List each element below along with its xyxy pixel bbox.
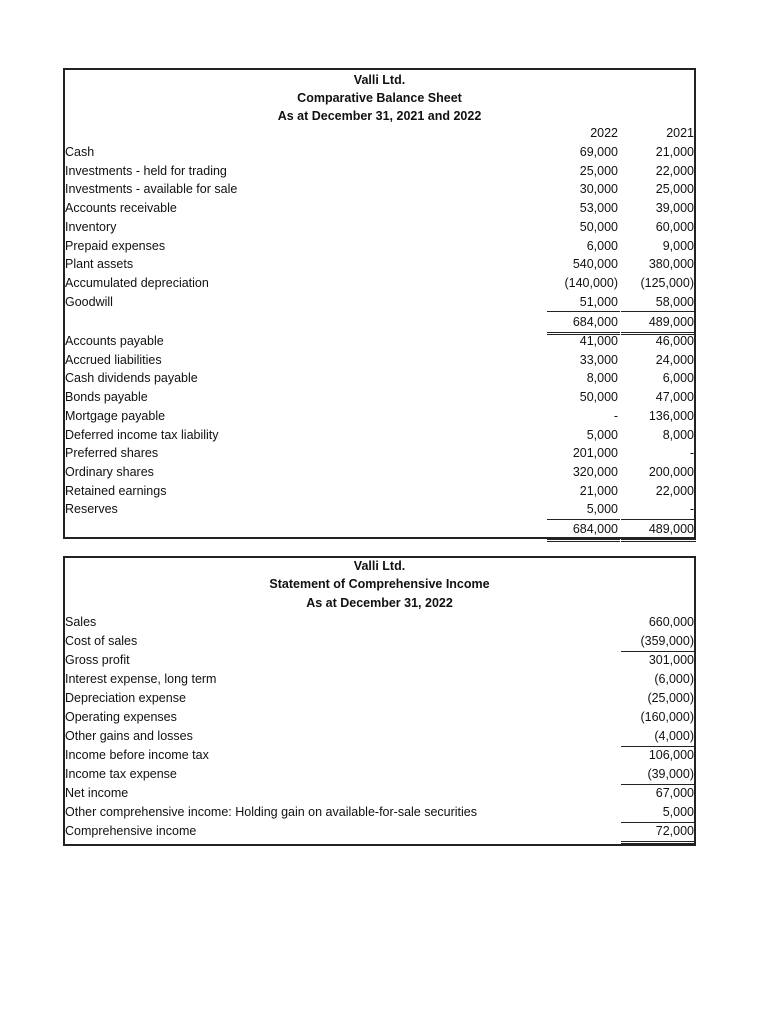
value-2022: 33,000	[579, 352, 618, 367]
value-2022: 5,000	[586, 427, 618, 442]
company-name: Valli Ltd.	[353, 73, 406, 87]
row-label: Depreciation expense	[65, 691, 186, 705]
table-row	[65, 407, 696, 426]
value-2021: 24,000	[655, 352, 694, 367]
row-label: Sales	[65, 615, 97, 629]
table-row	[65, 426, 696, 445]
row-label: Accrued liabilities	[65, 352, 162, 367]
table-row	[65, 463, 696, 482]
row-label: Retained earnings	[65, 483, 167, 498]
value-2021: 22,000	[655, 163, 694, 178]
header-2021: 2021	[666, 126, 694, 140]
balance-sheet	[63, 68, 696, 539]
value-2022: 320,000	[572, 464, 618, 479]
row-label: Cost of sales	[65, 634, 138, 648]
table-row	[65, 162, 696, 181]
value-2022: 51,000	[547, 293, 620, 313]
row-label: Accounts receivable	[65, 201, 177, 216]
row-value: 660,000	[648, 615, 694, 629]
value-2021: 380,000	[648, 257, 694, 272]
table-row	[65, 293, 696, 312]
value-2022: 25,000	[579, 163, 618, 178]
table-row	[65, 613, 696, 632]
table-row	[65, 651, 696, 670]
value-2022: 69,000	[579, 145, 618, 159]
row-label: Accounts payable	[65, 334, 164, 348]
row-label: Other comprehensive income: Holding gain on available-for-sale securities	[65, 805, 478, 819]
table-row	[65, 143, 696, 162]
row-label: Prepaid expenses	[65, 238, 166, 253]
table-row	[65, 784, 696, 803]
value-2021: 489,000	[621, 313, 696, 335]
table-row	[65, 218, 696, 237]
column-headers	[65, 124, 696, 143]
row-value: (4,000)	[621, 727, 696, 747]
value-2022: 41,000	[579, 334, 618, 348]
table-row	[65, 727, 696, 746]
row-label: Operating expenses	[65, 710, 177, 724]
table-row	[65, 500, 696, 519]
statement-title: Comparative Balance Sheet	[297, 91, 462, 105]
table-row	[65, 689, 696, 708]
row-value: 72,000	[621, 822, 696, 844]
table-row	[65, 765, 696, 784]
value-2022: 684,000	[547, 520, 620, 542]
value-2021: -	[621, 500, 696, 520]
value-2021: 60,000	[655, 219, 694, 234]
row-label: Comprehensive income	[65, 824, 197, 838]
table-row	[65, 388, 696, 407]
value-2022: 5,000	[547, 500, 620, 520]
table-row	[65, 237, 696, 256]
row-label: Investments - held for trading	[65, 163, 227, 178]
income-statement	[63, 556, 696, 846]
header-2022: 2022	[590, 126, 618, 140]
row-value: (6,000)	[654, 672, 694, 686]
value-2021: -	[689, 446, 694, 461]
row-label: Cash dividends payable	[65, 371, 198, 386]
table-row	[65, 482, 696, 501]
statement-subtitle: As at December 31, 2021 and 2022	[277, 109, 482, 123]
value-2021: 9,000	[662, 238, 694, 253]
table-row	[65, 708, 696, 727]
row-label: Mortgage payable	[65, 408, 166, 423]
value-2022: 6,000	[586, 238, 618, 253]
row-value: 301,000	[648, 653, 694, 667]
row-label: Investments - available for sale	[65, 182, 238, 197]
row-label: Income before income tax	[65, 748, 209, 762]
value-2021: 58,000	[621, 293, 696, 313]
row-value: 106,000	[648, 748, 694, 762]
company-name: Valli Ltd.	[353, 559, 406, 573]
table-row	[65, 255, 696, 274]
value-2021: 489,000	[621, 520, 696, 542]
row-value: (25,000)	[647, 691, 694, 705]
table-row	[65, 444, 696, 463]
table-row	[65, 313, 696, 332]
value-2022: 53,000	[579, 201, 618, 216]
table-row	[65, 520, 696, 539]
value-2022: 201,000	[572, 446, 618, 461]
table-row	[65, 822, 696, 841]
table-row	[65, 180, 696, 199]
value-2021: 47,000	[655, 390, 694, 405]
row-label: Net income	[65, 786, 129, 800]
value-2022: 30,000	[579, 182, 618, 197]
row-label: Ordinary shares	[65, 464, 154, 479]
value-2022: 684,000	[547, 313, 620, 335]
table-row	[65, 274, 696, 293]
value-2021: 200,000	[648, 464, 694, 479]
value-2022: -	[613, 408, 618, 423]
row-label: Plant assets	[65, 257, 134, 272]
row-value: 67,000	[655, 786, 694, 800]
row-label: Other gains and losses	[65, 729, 193, 743]
row-label: Goodwill	[65, 294, 113, 309]
value-2021: 25,000	[655, 182, 694, 197]
row-label: Interest expense, long term	[65, 672, 217, 686]
row-label: Cash	[65, 145, 95, 159]
value-2021: 22,000	[655, 483, 694, 498]
value-2021: 6,000	[662, 371, 694, 386]
row-label: Accumulated depreciation	[65, 275, 209, 290]
value-2021: 21,000	[655, 145, 694, 159]
row-value: (39,000)	[621, 765, 696, 785]
statement-title: Statement of Comprehensive Income	[269, 577, 490, 591]
value-2022: 8,000	[586, 371, 618, 386]
row-label: Gross profit	[65, 653, 130, 667]
statement-subtitle: As at December 31, 2022	[306, 596, 453, 610]
value-2021: 39,000	[655, 201, 694, 216]
row-label: Reserves	[65, 502, 118, 517]
row-label: Deferred income tax liability	[65, 427, 219, 442]
row-label: Bonds payable	[65, 390, 148, 405]
value-2022: 540,000	[572, 257, 618, 272]
row-label: Income tax expense	[65, 767, 177, 781]
value-2021: 8,000	[662, 427, 694, 442]
value-2022: (140,000)	[564, 275, 618, 290]
table-row	[65, 199, 696, 218]
table-row	[65, 670, 696, 689]
table-row	[65, 746, 696, 765]
table-row	[65, 332, 696, 351]
table-row	[65, 351, 696, 370]
value-2022: 50,000	[579, 390, 618, 405]
row-label: Inventory	[65, 219, 117, 234]
row-value: (359,000)	[621, 632, 696, 652]
row-value: (160,000)	[640, 710, 694, 724]
value-2022: 21,000	[579, 483, 618, 498]
value-2021: 136,000	[648, 408, 694, 423]
row-label: Preferred shares	[65, 446, 159, 461]
table-row	[65, 803, 696, 822]
table-row	[65, 632, 696, 651]
table-row	[65, 369, 696, 388]
value-2021: (125,000)	[640, 275, 694, 290]
row-value: 5,000	[621, 803, 696, 823]
value-2022: 50,000	[579, 219, 618, 234]
value-2021: 46,000	[655, 334, 694, 348]
